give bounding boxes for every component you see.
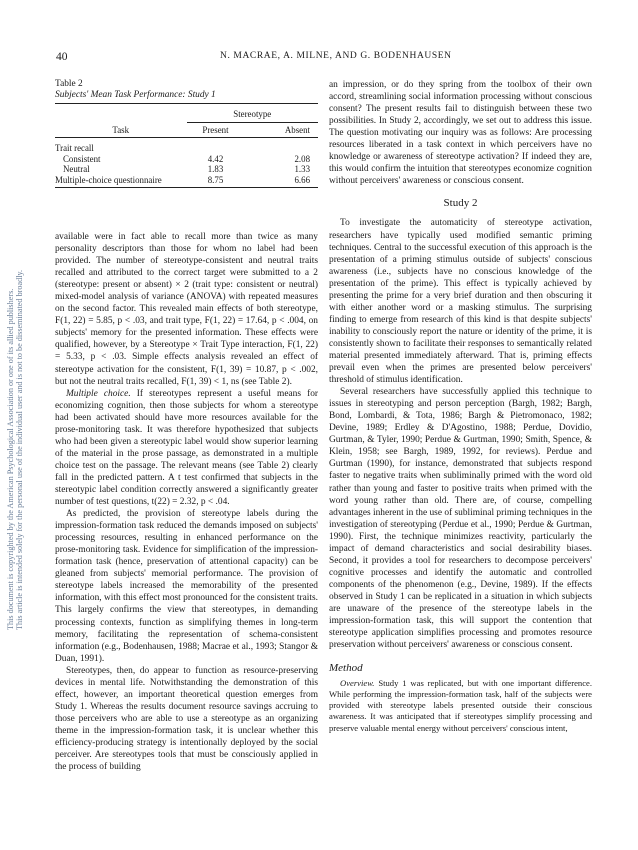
body-paragraph: an impression, or do they spring from the toolbox of their own accord, streamlining social information processing without conscious consent? The present results fail to distinguish between these two possibilities. In Study 2, accordingly, we set out to address this issue. The question motivating our inquiry was as follows: Are processing resources liberated in a task context in which perceivers have no knowledge or awareness of stereotype activation? If indeed they are, this would confirm the intuition that stereotypes economize cognition without perceivers' awareness or conscious consent. [329,80,592,187]
run-in-heading: Overview. [340,678,375,689]
body-paragraph: available were in fact able to recall more than twice as many personality descriptors than those for whom no label had been provided. The number of stereotype-consistent and neutral traits recalled and attributed to the correct target were submitted to a 2 (stereotype: present or absent) × 2 (trait type: consistent or neutral) mixed-model analysis of variance (ANOVA) with repeated measures on the second factor. This revealed main effects of both stereotype, F(1, 22) = 5.85, p < .03, and trait type, F(1, 22) = 17.64, p < .004, on subjects' memory for the presented information. These effects were qualified, however, by a Stereotype × Trait Type interaction, F(1, 22) = 5.33, p < .03. Simple effects analysis revealed an effect of stereotype activation for the consistent, F(1, 39) = 10.87, p < .002, but not the neutral traits recalled, F(1, 39) < 1, ns (see Table 2). [55,232,318,387]
col-header-absent: Absent [284,124,310,135]
body-paragraph: As predicted, the provision of stereotype labels during the impression-formation task reduced the demands imposed on subjects' processing resources, resulting in enhanced performance on the prose-monitoring task. Evidence for simplification of the impression-formation task (hence, preservation of attentional capacity) can be gleaned from subjects' memorial performance. The provision of stereotype labels increased the memorability of the presented information, with this effect most pronounced for the consistent traits. This largely confirms the view that stereotypes, in demanding processing contexts, function as simplifying themes in long-term memory, facilitating the representation of schema-consistent information (e.g., Bodenhausen, 1988; Macrae et al., 1993; Stangor & Duan, 1991). [55,509,318,664]
table-row: Multiple-choice questionnaire 8.75 6.66 [55,175,318,187]
body-paragraph: Multiple choice. If stereotypes represent a useful means for economizing cognition, then those subjects for whom a stereotype had been activated should have more resources available for the prose-monitoring task. It was therefore hypothesized that subjects who had been given a stereotypic label would show superior learning of the material in the prose passage, as demonstrated in a multiple choice test on the passage. The relevant means (see Table 2) clearly fall in the predicted pattern. A t test confirmed that subjects in the stereotypic label condition correctly answered a significantly greater number of test questions, t(22) = 2.32, p < .04. [55,388,318,508]
left-column [55,231,318,773]
body-paragraph: Overview. Study 1 was replicated, but with one important difference. While performing the impression-formation task, half of the subjects were provided with stereotype labels presented outside their conscious awareness. It was anticipated that if stereotypes simplify processing and preserve valuable mental energy without perceivers' conscious intent, [329,678,592,733]
table-row: Consistent 4.42 2.08 [63,153,310,164]
table-header-row [55,123,318,138]
table-title: Subjects' Mean Task Performance: Study 1 [55,90,216,100]
table-label: Table 2 [55,79,83,89]
running-head: N. MACRAE, A. MILNE, AND G. BODENHAUSEN [220,51,452,61]
table-spanner-row [55,104,318,123]
copyright-watermark [0,210,26,630]
body-paragraph: Stereotypes, then, do appear to function as resource-preserving devices in mental life. Notwithstanding the demonstration of this effect, however, an important theoretical question emerges from Study 1. Whereas the results document resource savings accruing to those perceivers who are able to use a stereotype as an organizing theme in the impression-formation task, it is unclear whether this efficiency-producing strategy is intentionally deployed by the social perceiver. Are stereotypes tools that must be consciously applied in the process of building [55,665,318,773]
section-heading: Study 2 [443,197,478,210]
run-in-heading: Multiple choice. [66,388,131,399]
col-header-task: Task [112,124,130,135]
right-column [329,79,592,734]
watermark-line-1: This document is copyrighted by the American Psychological Association or one of its allied publishers. [6,288,15,630]
table-spanner: Stereotype [187,104,319,123]
subsection-heading: Method [329,662,363,675]
watermark-line-2: This article is intended solely for the personal use of the individual user and is not to be disseminated broadly. [15,269,24,630]
results-table [55,103,318,188]
page-header [0,51,638,65]
col-header-present: Present [202,124,229,135]
page-number: 40 [56,51,68,63]
table-row: Trait recall [55,138,318,154]
table-2 [55,79,318,188]
table-row: Neutral 1.83 1.33 [63,164,310,175]
body-paragraph: Several researchers have successfully applied this technique to issues in stereotyping and person perception (Bargh, 1982; Bargh, Bond, Lombardi, & Tota, 1986; Bargh & Pietromonaco, 1982; Devine, 1989; Erdley & D'Agostino, 1988; Perdue, Dovidio, Gurtman, & Tyler, 1990; Perdue & Gurtman, 1990; Smith, Spence, & Klein, 1958; see Bargh, 1989, 1992, for reviews). Perdue and Gurtman (1990), for instance, demonstrated that subjects respond faster to negative traits when subliminally primed with the word old rather than young and faster to positive traits when primed with the word young rather than old. There are, of course, compelling advantages inherent in the use of subliminal priming techniques in the investigation of stereotyping (Perdue et al., 1990; Perdue & Gurtman, 1990). First, the technique minimizes reactivity, particularly the impact of demand characteristics and social desirability biases. Second, it provides a tool for researchers to decompose perceivers' cognitive processes and identify the automatic and controlled components of the phenomenon (e.g., Devine, 1989). If the effects observed in Study 1 can be replicated in a situation in which subjects are unaware of the presence of the stereotype labels in the impression-formation task, this will support the contention that stereotype application simplifies processing and promotes resource preservation without perceivers' awareness or conscious consent. [329,387,592,651]
body-paragraph: To investigate the automaticity of stereotype activation, researchers have typically used modified semantic priming techniques. Central to the successful execution of this approach is the presentation of a priming stimulus outside of subjects' conscious awareness (i.e., subjects have no conscious knowledge of the presentation of the prime). This effect is typically achieved by presenting the prime for a very brief duration and then obscuring it with either another word or a masking stimulus. The surprising finding to emerge from research of this kind is that despite subjects' inability to consciously report the nature or identity of the prime, it is consistently shown to facilitate their responses to semantically related material presented immediately afterward. That is, priming effects prevail even when the primes are presented below perceivers' threshold of stimulus identification. [329,218,592,386]
